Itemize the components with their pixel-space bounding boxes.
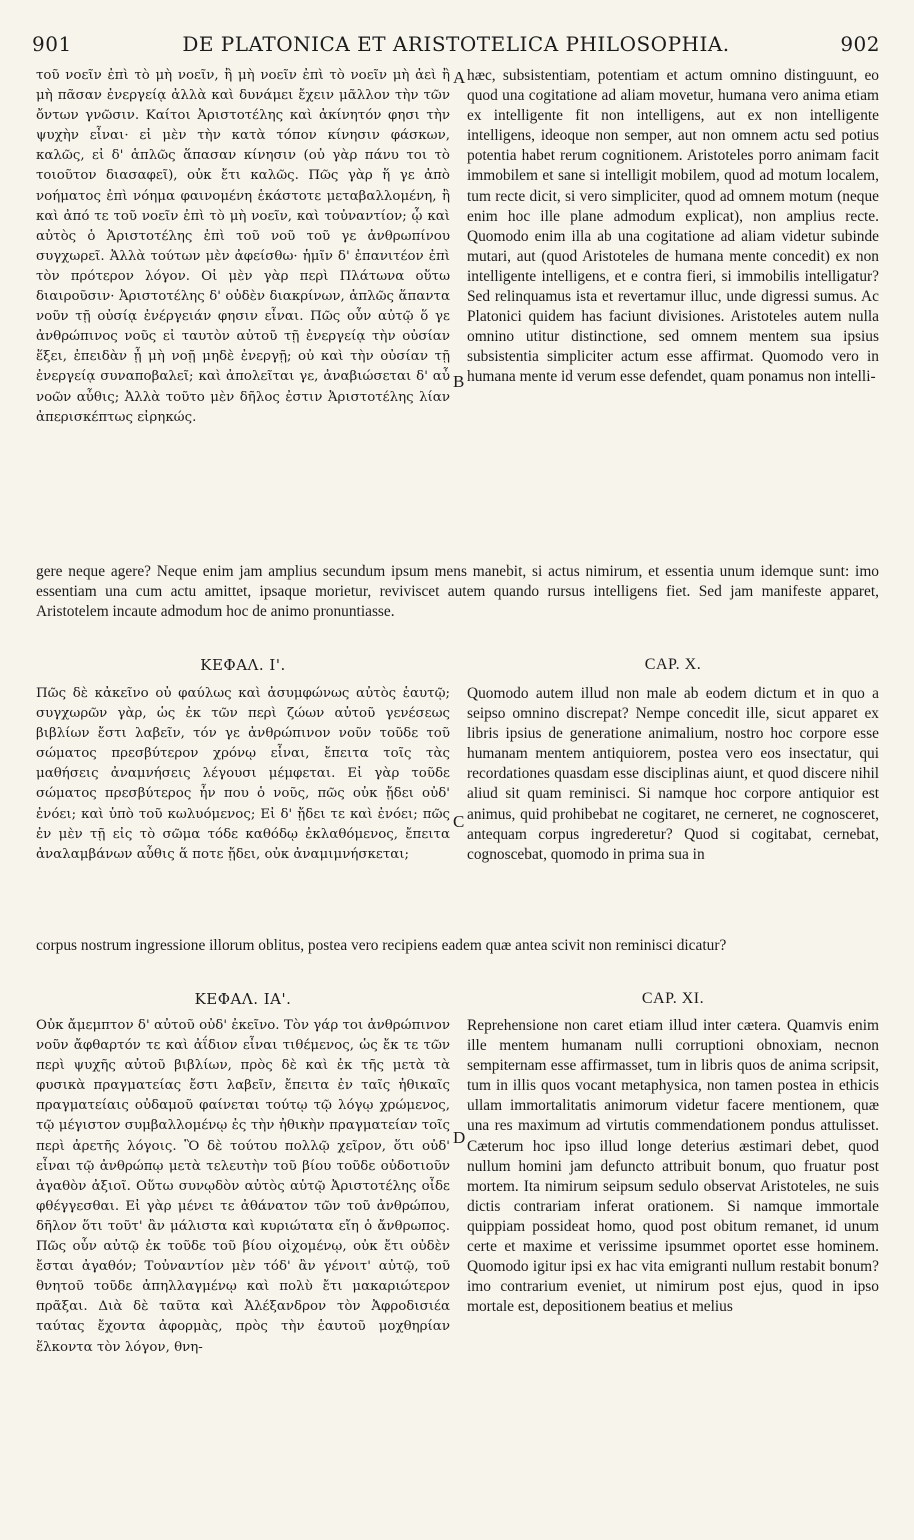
greek-chapter-heading-10: ΚΕΦΑΛ. Ι'. (200, 656, 286, 674)
latin-column-section-1: hæc, subsistentiam, potentiam et actum omnino distinguunt, eo quod una cogitatione ad aliam movetur, humana vero anima etiam ex intelligente fit non intelligens, aut ex non intelligente intelligens, ideoque non semper, aut non omnem actu sed potius potentia habet rerum cognitionem. Aristoteles porro animam facit immobilem et sane si intelligit mobilem, quod ad motum localem, tum recte dicit, si vero simpliciter, quod ad omnem motum (neque enim hoc ille plane admodum explicat), non amplius recte. Quomodo enim illa ab una cogitatione ad aliam videtur subinde mutari, aut (quod Aristoteles de humana mente concedit) ex non intelligente intelligens, et e contra fieri, si immobilis intelligatur? Sed relinquamus ista et revertamur illuc, unde digressi sumus. Ac Platonici quidem has faciunt divisiones. Aristoteles autem nulla omnino utitur distinctione, sed omnem mentem sua ipsius subsistentia simpliciter actum esse affirmat. Quomodo vero in humana mente id verum esse defendet, quam ponamus non intelli- (467, 67, 879, 386)
margin-letter-b: B (453, 372, 465, 391)
page-number-left: 901 (32, 32, 72, 56)
page-number-right: 902 (840, 32, 880, 56)
running-title: DE PLATONICA ET ARISTOTELICA PHILOSOPHIA. (182, 32, 730, 56)
full-width-continuation-1: gere neque agere? Neque enim jam amplius secundum ipsum mens manebit, si actus nimirum, et essentia unum idemque sunt: imo essentiam una cum actu amittet, ipsaque morietur, reviviscet autem quando rursus intelligens fiet. Sed jam manifeste apparet, Aristotelem incaute admodum hoc de animo pronuntiasse. (36, 563, 879, 620)
greek-chapter-heading-11: ΚΕΦΑΛ. ΙΑ'. (194, 990, 292, 1008)
greek-column-chapter-10: Πῶς δὲ κἀκεῖνο οὐ φαύλως καὶ ἀσυμφώνως αὐτὸς ἑαυτῷ; συγχωρῶν γὰρ, ὡς ἐκ τῶν περὶ ζώων αὐτοῦ γενέσεως βιβλίων ἔστι λαβεῖν, τόν γε ἀνθρώπινον νοῦν τοῦδε τοῦ σώματος πρεσβύτερον χρόνῳ εἶναι, ἔπειτα τοῖς τὰς μαθήσεις ἀναμνήσεις λέγουσι μέμφεται. Εἰ γὰρ τοῦδε σώματος πρεσβύτερος ἦν που ὁ νοῦς, πῶς οὐκ ᾔδει οὐδ' ἐνόει; καὶ ὑπὸ τοῦ κωλυόμενος; Εἰ δ' ᾔδει τε καὶ ἐνόει; πῶς ἐν μὲν τῇ εἰς τὸ σῶμα τόδε καθόδῳ ἐκλαθόμενος, ἔπειτα ἀναλαμβάνων αὖθις ἅ ποτε ᾔδει, οὐκ ἀναμιμνήσκεται; (36, 686, 450, 862)
page-header (32, 32, 880, 60)
margin-letter-d: D (453, 1128, 466, 1147)
full-width-continuation-2: corpus nostrum ingressione illorum oblitus, postea vero recipiens eadem quæ antea scivit non reminisci dicatur? (36, 937, 727, 954)
margin-letter-c: C (453, 812, 465, 831)
latin-column-chapter-10: Quomodo autem illud non male ab eodem dictum et in quo a seipso omnino discrepat? Nempe concedit ille, sicut apparet ex libris ipsius de generatione animalium, nostro hoc corpore esse humanam mentem antiquiorem, postea vero eos insectatur, qui recordationes quasdam esse disciplinas aiunt, et quod discere nihil aliud sit quam reminisci. Si namque hoc corpore antiquior est animus, quid prohibebat ne cogitaret, ne cerneret, ne cognosceret, antequam corpus ingrederetur? Quod si cogitabat, cernebat, cognoscebat, quomodo in prima sua in (467, 685, 879, 863)
latin-chapter-heading-10: CAP. X. (644, 656, 702, 673)
latin-column-chapter-11: Reprehensione non caret etiam illud inter cætera. Quamvis enim ille mentem humanam nulli corruptioni obnoxiam, necnon sempiternam esse affirmasset, tum in libris quos de anima scripsit, tum in illis quos vocant metaphysica, non tamen postea in ethicis ullam immortalitatis animorum videtur facere mentionem, quæ una res maximum ad virtutis commendationem pondus attulisset. Cæterum hoc ipso illud longe deterius æstimari debet, quod nullum homini jam defuncto attribuit bonum, quo fruatur post mortem. Ita nimirum seipsum sedulo observat Aristoteles, ne suis dictis contrariam inferat orationem. Si namque immortale quippiam possideat homo, quod post obitum remanet, id unum certe et maxime et verissime ipsummet oportet esse hominem. Quomodo igitur ipsi ex hac vita emigranti nullum restabit bonum? imo contrarium eveniet, ut nimirum post ejus, quod in ipso mortale est, depositionem beatius et melius (467, 1017, 879, 1316)
greek-column-section-1: τοῦ νοεῖν ἐπὶ τὸ μὴ νοεῖν, ἢ μὴ νοεῖν ἐπὶ τὸ νοεῖν μὴ ἀεὶ ἢ μὴ πᾶσαν ἐνεργείᾳ ἀλλὰ καὶ δυνάμει ἔχειν μᾶλλον τὴν τῶν ὄντων γνῶσιν. Καίτοι Ἀριστοτέλης καὶ ἀκίνητόν φησι τὴν ψυχὴν εἶναι· εἰ μὲν τὴν κατὰ τόπον κίνησιν φάσκων, καλῶς, εἰ δ' ἁπλῶς ἅπασαν κίνησιν (οὐ γὰρ πάνυ τοι τὸ τοιοῦτον διασαφεῖ), οὐκ ἔτι καλῶς. Πῶς γὰρ ἥ γε ἀπὸ νοήματος ἐπὶ νόημα φαινομένη ἑκάστοτε μεταβαλλομένη, ἢ καὶ ἀπό τε τοῦ νοεῖν ἐπὶ τὸ μὴ νοεῖν, καὶ τοὐναντίον; ᾧ καὶ αὐτὸς ὁ Ἀριστοτέλης ἐπὶ τοῦ νοῦ τοῦ γε ἀνθρωπίνου συγχωρεῖ. Ἀλλὰ τούτων μὲν ἀφείσθω· ἡμῖν δ' ἐπανιτέον ἐπὶ τὸν πρότερον λόγον. Οἱ μὲν γὰρ περὶ Πλάτωνα οὕτω διαιροῦσιν· Ἀριστοτέλης δ' οὐδὲν διακρίνων, ἁπλῶς ἅπαντα νοῦν τῇ οὐσίᾳ ἐνέργειάν φησιν εἶναι. Πῶς οὖν αὐτῷ ὅ γε ἀνθρώπινος νοῦς εἰ ταυτὸν αὐτοῦ τῇ ἐνεργείᾳ τὴν οὐσίαν ἕξει, ἐπειδὰν ᾖ μὴ νοῇ μηδὲ ἐνεργῇ; οὐ καὶ τὴν οὐσίαν τῇ ἐνεργείᾳ συναποβαλεῖ; καὶ ἀπολεῖται γε, ἀναβιώσεται δ' αὖ νοῶν αὖθις; Ἀλλὰ τοῦτο μὲν δῆλος ἐστιν Ἀριστοτέλης λίαν ἀπερισκέπτως εἰρηκώς. (36, 68, 450, 425)
greek-column-chapter-11: Οὐκ ἄμεμπτον δ' αὐτοῦ οὐδ' ἐκεῖνο. Τὸν γάρ τοι ἀνθρώπινον νοῦν ἄφθαρτόν τε καὶ ἀΐδιον εἶναι τιθέμενος, ὡς ἔκ τε τῶν περὶ ψυχῆς αὐτοῦ βιβλίων, πρὸς δὲ καὶ ἐκ τῆς μετὰ τὰ φυσικὰ πραγματείας ἔστι λαβεῖν, ἔπειτα ἐν ταῖς ἠθικαῖς πραγματείαις οὐδαμοῦ φαίνεται τούτῳ τῷ λόγῳ χρώμενος, τῷ μέγιστον συμβαλλομένῳ ἐς τὴν ἠθικὴν πραγματείαν τοῖς περὶ ἀρετῆς λόγοις. Ὃ δὲ τούτου πολλῷ χεῖρον, ὅτι οὐδ' εἶναι τῷ ἀνθρώπῳ μετὰ τελευτὴν τοῦ βίου τοῦδε οὐδοτιοῦν ἀγαθὸν ἀξιοῖ. Οὕτω συνῳδὸν αὐτὸς αὑτῷ Ἀριστοτέλης οἶδε φθέγγεσθαι. Εἰ γὰρ μένει τε ἀθάνατον τῶν τοῦ ἀνθρώπου, δῆλον ὅτι τοῦτ' ἂν μάλιστα καὶ κυριώτατα εἴη ὁ ἄνθρωπος. Πῶς οὖν αὐτῷ ἐκ τοῦδε τοῦ βίου οἰχομένῳ, οὐκ ἔτι οὐδὲν ἔσται ἀγαθόν; Τοὐναντίον μὲν τόδ' ἂν γένοιτ' αὐτῷ, τοῦ θνητοῦ τοῦδε ἀπηλλαγμένῳ καὶ πολὺ ἔτι μακαριώτερον πρᾶξαι. Διὰ δὲ ταῦτα καὶ Ἀλέξανδρον τὸν Ἀφροδισιέα ταύτας ἔχοντα ἀφορμὰς, πρὸς τὴν ἑαυτοῦ μοχθηρίαν ἕλκοντα τὸν λόγον, θνη- (36, 1018, 450, 1355)
latin-chapter-heading-11: CAP. XI. (641, 990, 705, 1007)
margin-letter-a: A (453, 68, 466, 87)
